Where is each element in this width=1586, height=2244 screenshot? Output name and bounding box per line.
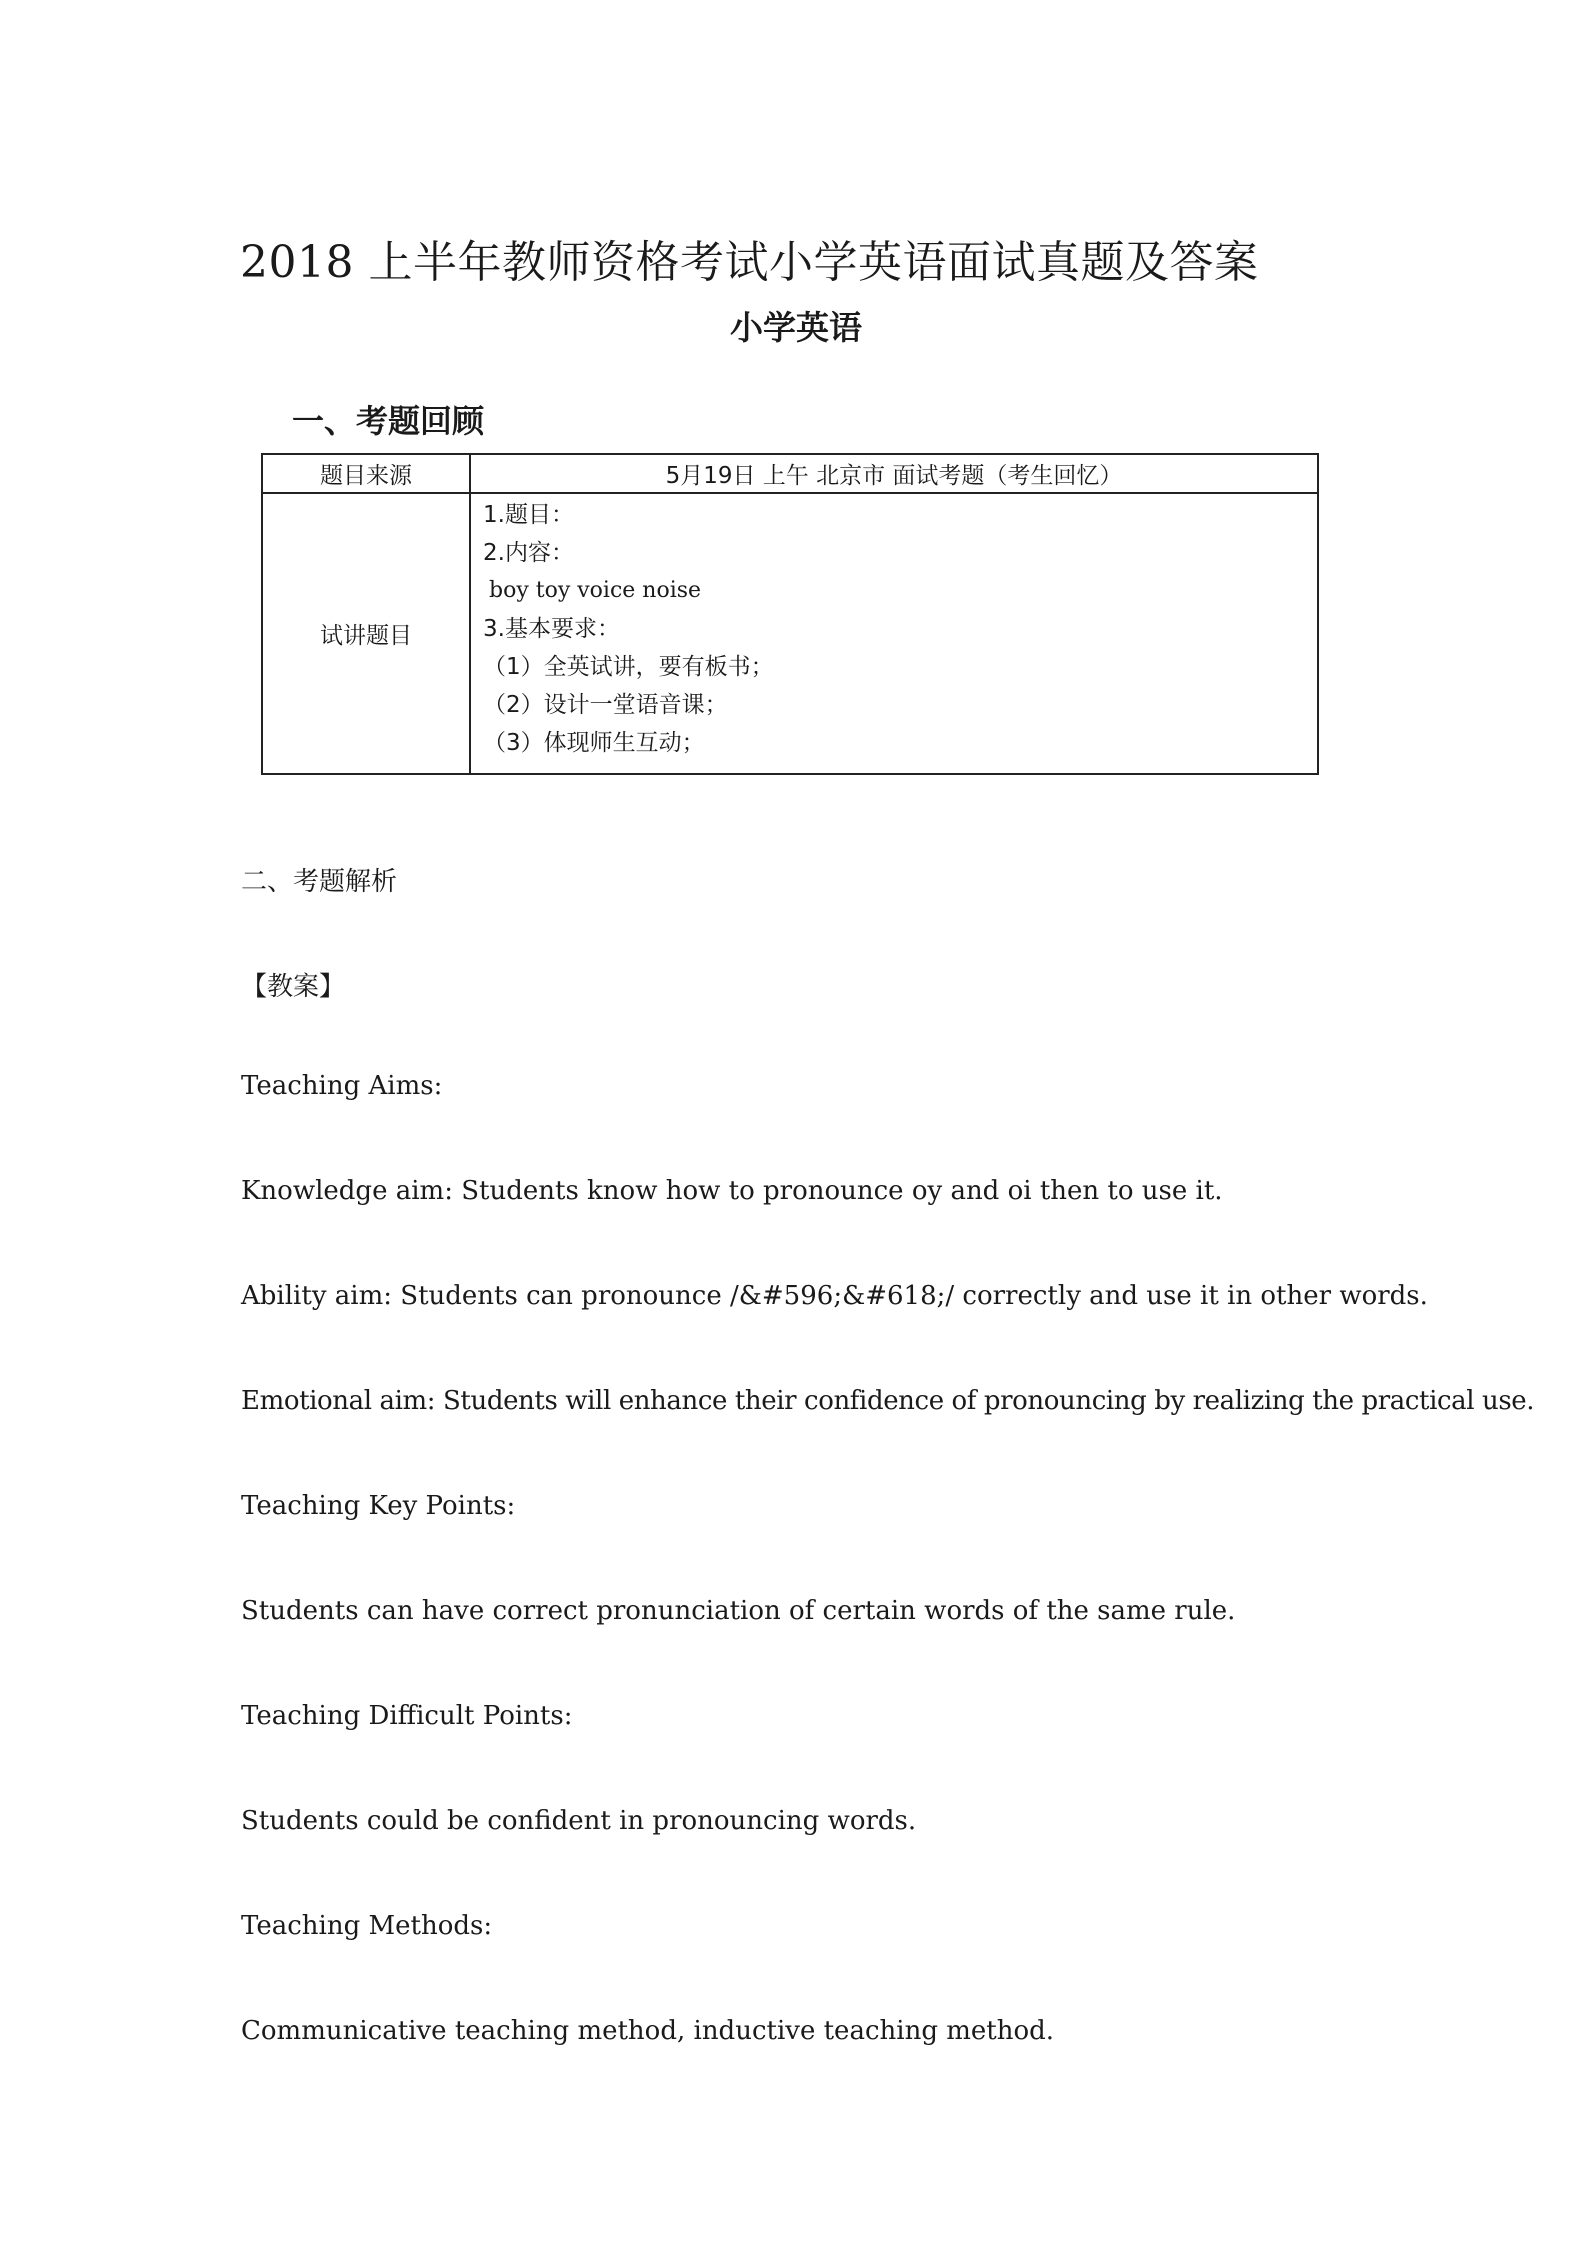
table-body-row [262,493,1318,774]
table-line-words: boy toy voice noise [489,578,702,603]
section-heading-review: 一、考题回顾 [292,402,485,440]
document-subtitle: 小学英语 [730,308,862,347]
paragraph: Emotional aim: Students will enhance their confidence of pronouncing by realizing the practical use. [241,1386,1535,1416]
paragraph: Students could be confident in pronouncing words. [241,1806,917,1836]
table-header-label: 题目来源 [262,454,470,493]
table-header-row [262,454,1318,493]
paragraph: Students can have correct pronunciation of certain words of the same rule. [241,1596,1236,1626]
table-line: 1.题目： [483,502,574,528]
paragraph: Teaching Key Points: [241,1491,516,1521]
table-row-content [470,493,1318,774]
table-line: 3.基本要求： [483,616,620,642]
paragraph: Teaching Aims: [241,1071,443,1101]
table-line: （3）体现师生互动； [483,730,705,756]
table-row-label: 试讲题目 [262,493,470,774]
paragraph: Teaching Methods: [241,1911,493,1941]
lesson-plan-tag: 【教案】 [241,972,346,1002]
table-line: （2）设计一堂语音课； [483,692,728,718]
document-title: 2018 上半年教师资格考试小学英语面试真题及答案 [240,237,1259,288]
table-line: （1）全英试讲，要有板书； [483,654,774,680]
table-header-value: 5月19日 上午 北京市 面试考题（考生回忆） [470,454,1318,493]
paragraph: Communicative teaching method, inductive teaching method. [241,2016,1055,2046]
paragraph: Ability aim: Students can pronounce /&#596;&#618;/ correctly and use it in other words. [241,1281,1428,1311]
paragraph: Teaching Difficult Points: [241,1701,573,1731]
section-heading-analysis: 二、考题解析 [241,867,398,897]
paragraph: Knowledge aim: Students know how to pronounce oy and oi then to use it. [241,1176,1223,1206]
table-line: 2.内容： [483,540,574,566]
exam-review-table [261,453,1319,775]
